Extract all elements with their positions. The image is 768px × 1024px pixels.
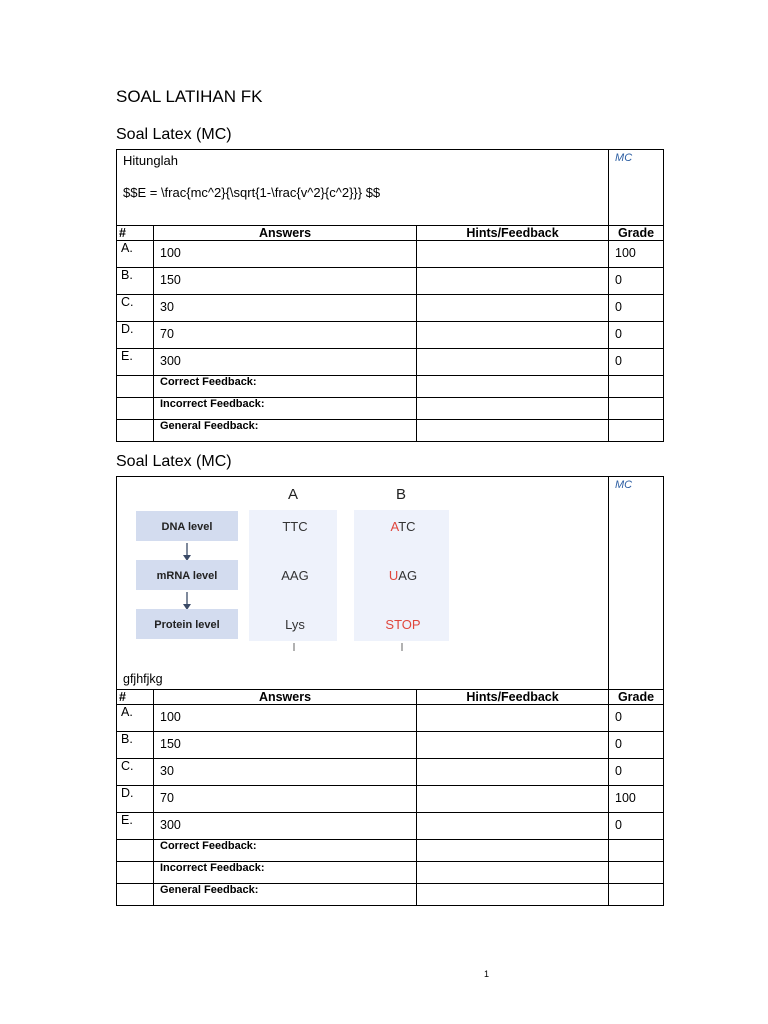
column-header-answers: Answers (154, 226, 417, 241)
answer-row (117, 759, 664, 786)
answer-letter: E. (117, 349, 154, 376)
feedback-row-incorrect (117, 862, 664, 884)
feedback-empty-cell (609, 884, 664, 906)
question-1-table (116, 149, 664, 442)
answer-grade[interactable]: 0 (609, 705, 664, 732)
figure-column-a-label: A (287, 486, 299, 503)
answer-text[interactable]: 70 (154, 322, 417, 349)
answer-text[interactable]: 100 (154, 705, 417, 732)
feedback-empty-cell (609, 420, 664, 442)
figure-column-b-label: B (395, 486, 407, 503)
figure-b-mrna (389, 568, 417, 583)
correct-feedback-field[interactable] (417, 840, 609, 862)
question-2-section-title: Soal Latex (MC) (116, 453, 232, 470)
page-number: 1 (484, 969, 490, 979)
answer-letter: C. (117, 295, 154, 322)
answer-hint[interactable] (417, 786, 609, 813)
answer-letter: B. (117, 732, 154, 759)
figure-a-dna: TTC (282, 519, 308, 534)
answer-letter: B. (117, 268, 154, 295)
feedback-row-correct (117, 376, 664, 398)
answer-row (117, 732, 664, 759)
correct-feedback-label: Correct Feedback: (154, 840, 417, 862)
answer-row (117, 268, 664, 295)
question-2-table (116, 476, 664, 906)
answer-grade[interactable]: 0 (609, 349, 664, 376)
answer-row (117, 322, 664, 349)
question-2-header-row (117, 690, 664, 705)
general-feedback-field[interactable] (417, 420, 609, 442)
feedback-empty-cell (117, 862, 154, 884)
feedback-empty-cell (609, 840, 664, 862)
feedback-empty-cell (117, 398, 154, 420)
protein-level-label: Protein level (154, 619, 220, 631)
question-1-formula: $$E = \frac{mc^2}{\sqrt{1-\frac{v^2}{c^2}}} $$ (123, 185, 381, 200)
answer-grade[interactable]: 0 (609, 732, 664, 759)
feedback-row-general (117, 884, 664, 906)
answer-letter: E. (117, 813, 154, 840)
answer-text[interactable]: 100 (154, 241, 417, 268)
figure-b-protein-highlight: STOP (385, 617, 421, 632)
figure-b-protein (385, 617, 420, 632)
answer-hint[interactable] (417, 732, 609, 759)
figure-b-dna-highlight: A (390, 519, 399, 534)
figure-b-mrna-highlight: U (388, 568, 399, 583)
general-feedback-label: General Feedback: (154, 884, 417, 906)
answer-text[interactable]: 300 (154, 349, 417, 376)
general-feedback-field[interactable] (417, 884, 609, 906)
answer-grade[interactable]: 0 (609, 813, 664, 840)
correct-feedback-label: Correct Feedback: (154, 376, 417, 398)
question-2-prompt: gfjhfjkg (123, 672, 163, 686)
question-2-type-tag: MC (609, 477, 664, 690)
answer-hint[interactable] (417, 322, 609, 349)
question-1-text-cell (117, 150, 609, 226)
answer-text[interactable]: 30 (154, 759, 417, 786)
figure-b-dna-rest: TC (398, 519, 416, 534)
question-2-text-cell (117, 477, 609, 690)
answer-letter: D. (117, 786, 154, 813)
answer-text[interactable]: 70 (154, 786, 417, 813)
answer-row (117, 241, 664, 268)
answer-hint[interactable] (417, 241, 609, 268)
answer-hint[interactable] (417, 813, 609, 840)
answer-letter: D. (117, 322, 154, 349)
feedback-row-correct (117, 840, 664, 862)
incorrect-feedback-field[interactable] (417, 398, 609, 420)
column-header-num: # (117, 690, 154, 705)
answer-text[interactable]: 150 (154, 268, 417, 295)
mrna-level-label: mRNA level (156, 570, 218, 582)
codon-mutation-figure (117, 477, 537, 667)
answer-grade[interactable]: 0 (609, 322, 664, 349)
answer-grade[interactable]: 100 (609, 241, 664, 268)
answer-hint[interactable] (417, 759, 609, 786)
feedback-empty-cell (609, 398, 664, 420)
answer-hint[interactable] (417, 349, 609, 376)
general-feedback-label: General Feedback: (154, 420, 417, 442)
feedback-row-incorrect (117, 398, 664, 420)
column-header-answers: Answers (154, 690, 417, 705)
feedback-empty-cell (609, 862, 664, 884)
answer-text[interactable]: 150 (154, 732, 417, 759)
column-header-num: # (117, 226, 154, 241)
question-1-section-title: Soal Latex (MC) (116, 126, 232, 143)
answer-row (117, 813, 664, 840)
answer-row (117, 786, 664, 813)
document-title: SOAL LATIHAN FK (116, 87, 263, 106)
answer-hint[interactable] (417, 268, 609, 295)
answer-grade[interactable]: 0 (609, 268, 664, 295)
feedback-empty-cell (117, 376, 154, 398)
answer-grade[interactable]: 0 (609, 759, 664, 786)
answer-text[interactable]: 300 (154, 813, 417, 840)
figure-b-dna (390, 519, 415, 534)
column-header-hints: Hints/Feedback (417, 226, 609, 241)
column-header-hints: Hints/Feedback (417, 690, 609, 705)
answer-hint[interactable] (417, 295, 609, 322)
feedback-empty-cell (117, 420, 154, 442)
answer-grade[interactable]: 0 (609, 295, 664, 322)
answer-row (117, 349, 664, 376)
column-header-grade: Grade (609, 690, 664, 705)
answer-text[interactable]: 30 (154, 295, 417, 322)
question-1-type-tag: MC (609, 150, 664, 226)
answer-row (117, 295, 664, 322)
answer-letter: A. (117, 241, 154, 268)
feedback-empty-cell (609, 376, 664, 398)
incorrect-feedback-label: Incorrect Feedback: (154, 398, 417, 420)
answer-letter: C. (117, 759, 154, 786)
figure-b-mrna-rest: AG (398, 568, 418, 583)
figure-a-protein: Lys (285, 617, 305, 632)
question-1-prompt: Hitunglah (123, 153, 178, 168)
question-1-header-row (117, 226, 664, 241)
figure-a-mrna: AAG (281, 568, 309, 583)
feedback-empty-cell (117, 884, 154, 906)
answer-letter: A. (117, 705, 154, 732)
incorrect-feedback-label: Incorrect Feedback: (154, 862, 417, 884)
correct-feedback-field[interactable] (417, 376, 609, 398)
answer-hint[interactable] (417, 705, 609, 732)
incorrect-feedback-field[interactable] (417, 862, 609, 884)
feedback-empty-cell (117, 840, 154, 862)
dna-level-label: DNA level (161, 521, 213, 533)
answer-row (117, 705, 664, 732)
feedback-row-general (117, 420, 664, 442)
column-header-grade: Grade (609, 226, 664, 241)
answer-grade[interactable]: 100 (609, 786, 664, 813)
